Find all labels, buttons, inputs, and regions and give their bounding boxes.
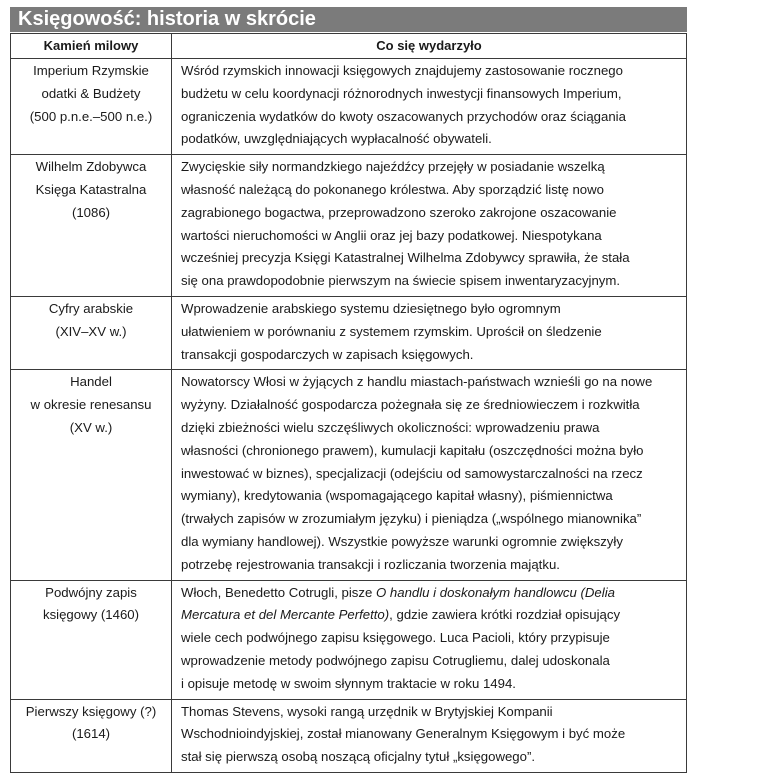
milestone-cell — [11, 580, 172, 699]
event-line: Thomas Stevens, wysoki rangą urzędnik w Brytyjskiej Kompanii — [181, 703, 553, 719]
milestone-line: Pierwszy księgowy (?) — [25, 703, 157, 719]
event-line: dzięki zbieżności wielu szczęśliwych okoliczności: wprowadzeniu prawa — [181, 419, 600, 435]
event-cell — [172, 699, 687, 772]
milestone-line: odatki & Budżety — [41, 85, 141, 101]
table-row — [11, 155, 687, 297]
event-line: Zwycięskie siły normandzkiego najeźdźcy przejęły w posiadanie wszelką — [181, 159, 605, 175]
event-cell — [172, 59, 687, 155]
milestone-line: Wilhelm Zdobywca — [35, 159, 147, 175]
event-line: budżetu w celu koordynacji różnorodnych inwestycji finansowych Imperium, — [181, 85, 622, 101]
event-line: inwestować w biznes), specjalizacji (odejściu od samowystarczalności na rzecz — [181, 465, 643, 481]
event-line: ograniczenia wydatków do kwoty oszacowanych przychodów oraz ściągania — [181, 108, 626, 124]
event-line: wcześniej precyzja Księgi Katastralnej Wilhelma Zdobywcy sprawiła, że stała — [181, 250, 630, 266]
event-line: potrzebę rejestrowania transakcji i rozliczania tworzenia majątku. — [181, 556, 560, 572]
milestone-line: Handel — [70, 374, 112, 390]
milestone-line: (1614) — [71, 726, 111, 742]
section-title: Księgowość: historia w skrócie — [18, 8, 316, 30]
milestone-line: Imperium Rzymskie — [33, 63, 149, 78]
event-line: i opisuje metodę w swoim słynnym traktacie w roku 1494. — [181, 675, 516, 691]
event-line: ułatwieniem w porównaniu z systemem rzymskim. Uprościł on śledzenie — [181, 323, 602, 339]
event-line: Wschodnioindyjskiej, został mianowany Generalnym Księgowym i być może — [181, 726, 626, 742]
milestone-line: Cyfry arabskie — [48, 300, 134, 316]
milestone-cell — [11, 296, 172, 369]
milestone-line: (500 p.n.e.–500 n.e.) — [29, 108, 153, 124]
event-line: Mercatura et del Mercante Perfetto), gdzie zawiera krótki rozdział opisujący — [181, 607, 621, 623]
event-line: wprowadzenie metody podwójnego zapisu Cotrugliemu, dalej udoskonala — [181, 652, 610, 668]
event-line: wymiany), kredytowania (wspomagającego kapitał własny), piśmiennictwa — [181, 488, 613, 504]
table-header-row — [11, 34, 687, 59]
milestone-line: księgowy (1460) — [42, 607, 140, 623]
event-cell — [172, 370, 687, 580]
event-line: stał się pierwszą osobą noszącą oficjalny tytuł „księgowego”. — [181, 749, 536, 765]
event-cell — [172, 580, 687, 699]
event-line: podatków, uwzględniających wypłacalność obywateli. — [181, 131, 492, 147]
column-header-milestone: Kamień milowy — [11, 34, 172, 59]
event-cell — [172, 296, 687, 369]
milestone-cell — [11, 155, 172, 297]
event-line: Wprowadzenie arabskiego systemu dziesiętnego było ogromnym — [181, 300, 561, 316]
event-line: wartości nieruchomości w Anglii oraz jej bazy podatkowej. Niespotykana — [181, 227, 602, 243]
event-line: transakcji gospodarczych w zapisach księgowych. — [181, 346, 474, 362]
table-row — [11, 580, 687, 699]
milestone-line: (XV w.) — [69, 419, 113, 435]
event-line: (trwałych zapisów w zrozumiałym języku) i pieniądza („wspólnego mianownika” — [181, 511, 642, 527]
milestone-cell — [11, 370, 172, 580]
book-title: O handlu i doskonałym handlowcu (Delia — [375, 584, 615, 600]
event-line: wyżyny. Działalność gospodarcza pożegnała się ze średniowieczem i rozkwitła — [181, 397, 640, 413]
milestone-line: Podwójny zapis — [45, 584, 137, 600]
event-cell — [172, 155, 687, 297]
event-line: się ona prawdopodobnie pierwszym na świecie spisem inwentaryzacyjnym. — [181, 273, 621, 289]
event-line: Nowatorscy Włosi w żyjących z handlu miastach-państwach wznieśli go na nowe — [181, 374, 653, 390]
milestone-line: Księga Katastralna — [35, 181, 147, 197]
milestone-line: (XIV–XV w.) — [55, 323, 127, 339]
table-row — [11, 296, 687, 369]
history-table — [10, 33, 687, 773]
event-line: własność należącą do pokonanego królestwa. Aby sporządzić listę nowo — [181, 181, 604, 197]
milestone-cell — [11, 699, 172, 772]
book-title: Mercatura et del Mercante Perfetto) — [181, 607, 390, 623]
event-line: własności (chronionego prawem), kumulacji kapitału (oszczędności można było — [181, 442, 644, 458]
section-title-bar — [10, 7, 687, 32]
event-line: wiele cech podwójnego zapisu księgowego. Luca Pacioli, który przypisuje — [181, 630, 610, 646]
table-row — [11, 370, 687, 580]
milestone-line: (1086) — [71, 204, 111, 220]
milestone-line: w okresie renesansu — [30, 397, 152, 413]
milestone-cell — [11, 59, 172, 155]
table-row — [11, 699, 687, 772]
column-header-event: Co się wydarzyło — [172, 34, 687, 59]
table-body — [11, 59, 687, 773]
event-line: zagrabionego bogactwa, przeprowadzono szeroko zakrojone oszacowanie — [181, 204, 617, 220]
table-row — [11, 59, 687, 155]
event-line: Włoch, Benedetto Cotrugli, pisze O handlu i doskonałym handlowcu (Delia — [181, 584, 615, 600]
event-line: dla wymiany handlowej). Wszystkie powyższe warunki ogromnie zwiększyły — [181, 533, 623, 549]
event-line: Wśród rzymskich innowacji księgowych znajdujemy zastosowanie rocznego — [181, 63, 623, 78]
